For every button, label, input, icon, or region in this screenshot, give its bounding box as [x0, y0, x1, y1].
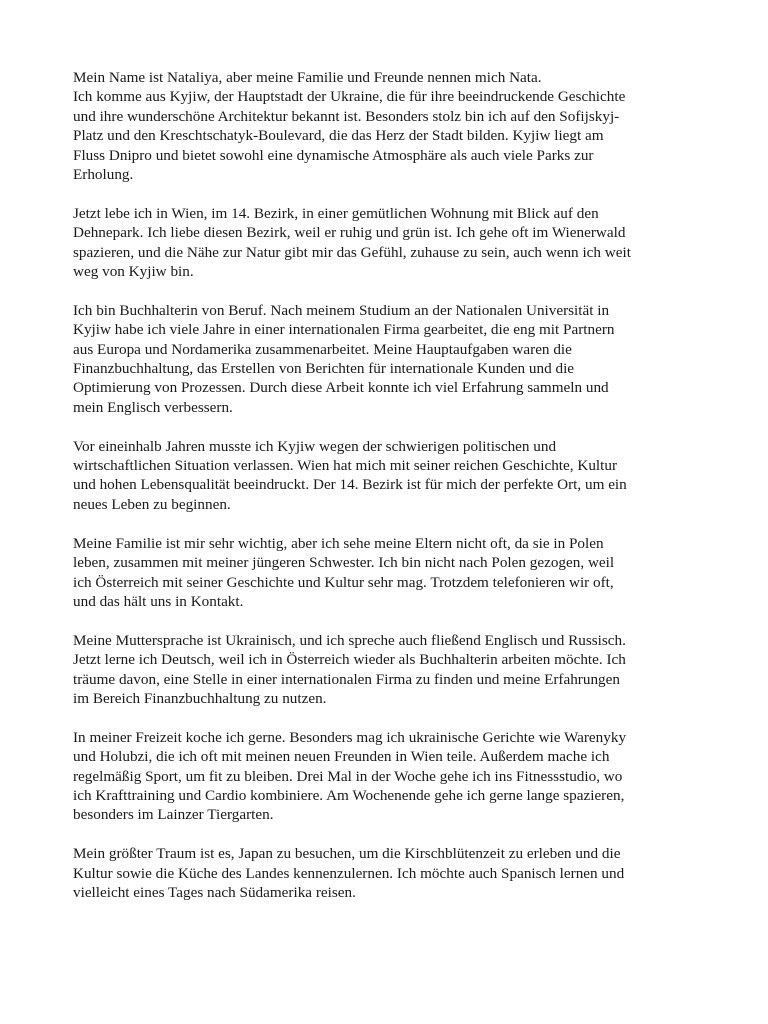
text-line: Kyjiw habe ich viele Jahre in einer internationalen Firma gearbeitet, die eng mit Partnern: [73, 321, 615, 339]
text-line: Dehnepark. Ich liebe diesen Bezirk, weil er ruhig und grün ist. Ich gehe oft im Wienerwald: [73, 224, 626, 242]
text-line: im Bereich Finanzbuchhaltung zu nutzen.: [73, 689, 327, 707]
paragraph-family: [73, 534, 703, 612]
text-line: und hohen Lebensqualität beeindruckt. Der 14. Bezirk ist für mich der perfekte Ort, um ein: [73, 476, 627, 494]
text-line: wirtschaftlichen Situation verlassen. Wien hat mich mit seiner reichen Geschichte, Kultur: [73, 457, 618, 475]
text-line: und ihre wunderschöne Architektur bekannt ist. Besonders stolz bin ich auf den Sofijskyj-: [73, 107, 620, 125]
paragraph-relocation: [73, 437, 703, 515]
paragraph-introduction: [73, 68, 703, 184]
text-line: aus Europa und Nordamerika zusammenarbeitet. Meine Hauptaufgaben waren die: [73, 340, 572, 358]
document-body: [73, 68, 703, 922]
text-line: spazieren, und die Nähe zur Natur gibt mir das Gefühl, zuhause zu sein, auch wenn ich weit: [73, 243, 631, 261]
text-line: Fluss Dnipro und bietet sowohl eine dynamische Atmosphäre als auch viele Parks zur: [73, 146, 594, 164]
text-line: neues Leben zu beginnen.: [73, 495, 231, 513]
paragraph-profession: [73, 301, 703, 417]
text-line: und Holubzi, die ich oft mit meinen neuen Freunden in Wien teile. Außerdem mache ich: [73, 748, 610, 766]
text-line: Finanzbuchhaltung, das Erstellen von Berichten für internationale Kunden und die: [73, 360, 575, 378]
text-line: Ich komme aus Kyjiw, der Hauptstadt der Ukraine, die für ihre beeindruckende Geschichte: [73, 88, 626, 106]
text-line: Ich bin Buchhalterin von Beruf. Nach meinem Studium an der Nationalen Universität in: [73, 301, 610, 319]
paragraph-languages: [73, 631, 703, 709]
text-line: weg von Kyjiw bin.: [73, 263, 194, 281]
text-line: Jetzt lerne ich Deutsch, weil ich in Österreich wieder als Buchhalterin arbeiten möchte. Ich: [73, 651, 626, 669]
paragraph-dream: [73, 844, 703, 902]
text-line: Platz und den Kreschtschatyk-Boulevard, die das Herz der Stadt bilden. Kyjiw liegt am: [73, 127, 604, 145]
text-line: mein Englisch verbessern.: [73, 398, 233, 416]
text-line: und das hält uns in Kontakt.: [73, 592, 244, 610]
text-line: vielleicht eines Tages nach Südamerika reisen.: [73, 883, 356, 901]
text-line: besonders im Lainzer Tiergarten.: [73, 806, 274, 824]
text-line: Vor eineinhalb Jahren musste ich Kyjiw wegen der schwierigen politischen und: [73, 437, 557, 455]
text-line: leben, zusammen mit meiner jüngeren Schwester. Ich bin nicht nach Polen gezogen, weil: [73, 554, 615, 572]
text-line: Jetzt lebe ich in Wien, im 14. Bezirk, in einer gemütlichen Wohnung mit Blick auf den: [73, 204, 599, 222]
text-line: regelmäßig Sport, um fit zu bleiben. Drei Mal in der Woche gehe ich ins Fitnessstudio, wo: [73, 767, 623, 785]
text-line: Erholung.: [73, 166, 134, 184]
text-line: Mein Name ist Nataliya, aber meine Familie und Freunde nennen mich Nata.: [73, 69, 542, 86]
paragraph-vienna: [73, 204, 703, 282]
paragraph-leisure: [73, 728, 703, 825]
text-line: In meiner Freizeit koche ich gerne. Besonders mag ich ukrainische Gerichte wie Warenyky: [73, 728, 627, 746]
text-line: Mein größter Traum ist es, Japan zu besuchen, um die Kirschblütenzeit zu erleben und die: [73, 845, 621, 863]
text-line: Meine Familie ist mir sehr wichtig, aber ich sehe meine Eltern nicht oft, da sie in Polen: [73, 534, 604, 552]
text-line: ich Krafttraining und Cardio kombiniere. Am Wochenende gehe ich gerne lange spazieren,: [73, 786, 625, 804]
text-line: Kultur sowie die Küche des Landes kennenzulernen. Ich möchte auch Spanisch lernen und: [73, 864, 625, 882]
text-line: träume davon, eine Stelle in einer internationalen Firma zu finden und meine Erfahrungen: [73, 670, 620, 688]
text-line: ich Österreich mit seiner Geschichte und Kultur sehr mag. Trotzdem telefonieren wir oft,: [73, 573, 614, 591]
text-line: Meine Muttersprache ist Ukrainisch, und ich spreche auch fließend Englisch und Russisch.: [73, 631, 626, 649]
text-line: Optimierung von Prozessen. Durch diese Arbeit konnte ich viel Erfahrung sammeln und: [73, 379, 609, 397]
